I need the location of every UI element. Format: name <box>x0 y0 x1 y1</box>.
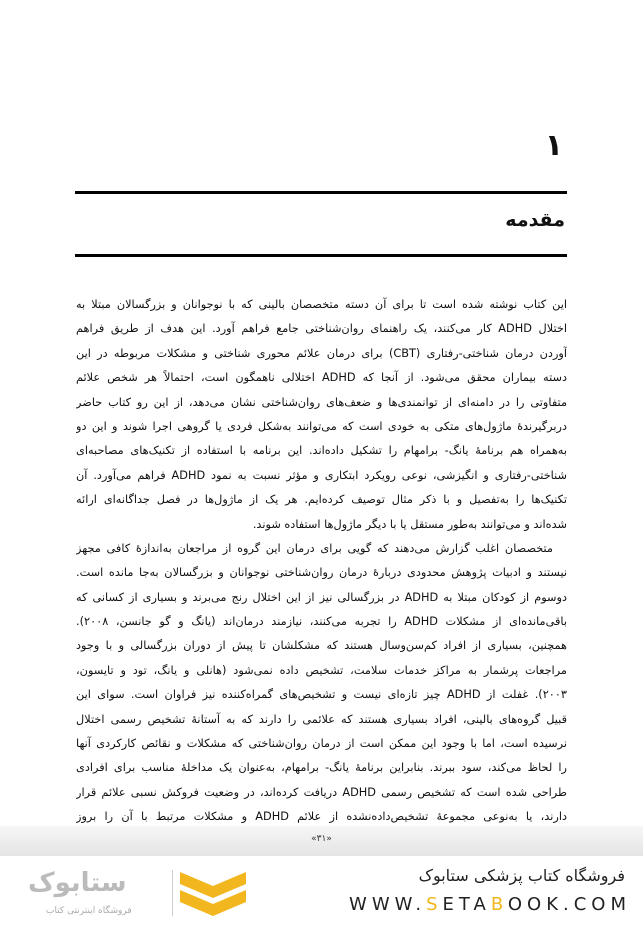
text-line: طراحی شده است که تشخیص رسمی ADHD دریافت کرده‌اند، در وضعیت فروکش نسبی علائم قرار <box>76 785 567 799</box>
chapter-number: ۱ <box>544 128 563 163</box>
text-line: مراجعات پرشمار به مراکز خدمات سلامت، تشخیص داده نمی‌شود (هانلی و یانگ، تود و تایسون، <box>76 663 567 677</box>
text-line: قبیل گروه‌های بالینی، افراد بسیاری هستند که علائمی را دارند که به آستانهٔ تشخیص رسمی اختلال <box>76 712 567 726</box>
shop-url[interactable] <box>349 894 631 915</box>
text-line: تکنیک‌ها را به‌تفصیل و با ذکر مثال توصیف کرده‌ایم. هر یک از ماژول‌ها در فصل جداگانه‌ای ارائه <box>76 493 567 507</box>
text-line: باقی‌مانده‌ای از مشکلات ADHD را تجربه می‌کنند، نیازمند درمان‌اند (یانگ و گو جانسن، ۲۰۰۸). <box>76 615 567 629</box>
store-banner <box>0 856 643 926</box>
text-line: به‌همراه هم برنامهٔ یانگ- برامهام را تشکیل داده‌اند. این برنامه با استفاده از تکنیک‌های مصاحبه‌ای <box>76 444 567 458</box>
logo-subtitle: فروشگاه اینترنتی کتاب <box>46 906 132 916</box>
shop-name: فروشگاه کتاب پزشکی ستابوک <box>418 866 625 885</box>
text-line: دوسوم از کودکان مبتلا به ADHD در بزرگسالی نیز از این اختلال رنج می‌برند و بسیاری از کسانی که <box>76 590 567 604</box>
page-number: «۳۱» <box>311 834 332 844</box>
url-part: B <box>490 894 508 915</box>
url-part: S <box>426 894 443 915</box>
logo-divider <box>172 870 173 916</box>
text-line: نرسیده است، اما با وجود این ممکن است از درمان روان‌شناختی که مشکلات و نقائص کارکردی آنها <box>76 737 567 751</box>
chapter-title: مقدمه <box>505 209 565 231</box>
bottom-rule <box>75 254 567 257</box>
url-part: ETA <box>442 894 491 915</box>
text-line: متخصصان اغلب گزارش می‌دهند که گویی برای درمان این گروه از مراجعان به‌اندازهٔ کافی مجهز <box>76 541 553 555</box>
text-line: شناختی-رفتاری و انگیزشی، نوعی رویکرد ابتکاری و مؤثر نسبت به نمود ADHD فراهم می‌آورد. آن <box>76 468 567 482</box>
text-line: ۲۰۰۳). غفلت از ADHD چیز تازه‌ای نیست و تشخیص‌های گمراه‌کننده نیز فراوان است. سوای این <box>76 688 567 702</box>
text-line: این کتاب نوشته شده است تا برای آن دسته متخصصان بالینی که با نوجوانان و بزرگسالان مبتلا به <box>76 298 567 311</box>
text-line: شده‌اند و می‌توانند به‌طور مستقل یا با دیگر ماژول‌ها استفاده شوند. <box>252 517 567 531</box>
body-text <box>76 293 567 830</box>
url-part: WWW. <box>349 894 427 915</box>
logo-chevron-icon <box>180 868 246 918</box>
text-line: دربرگیرندهٔ ماژول‌های متکی به خودی است که می‌توانند به‌شکل فردی یا گروهی اجرا شوند و این دو <box>76 419 567 433</box>
text-line: نیستند و ادبیات پژوهش محدودی دربارهٔ درمان روان‌شناختی نوجوانان و بزرگسالان به‌جا مانده است. <box>76 566 567 580</box>
text-line: اختلال ADHD کار می‌کنند، یک راهنمای روان‌شناختی جامع فراهم آورد. این هدف از طریق فراهم <box>76 322 567 336</box>
logo-text: ستابوک <box>28 868 127 898</box>
text-line: آوردن درمان شناختی-رفتاری (CBT) برای درمان علائم محوری شناختی و مشکلات مربوطه در این <box>76 346 567 360</box>
url-part: OOK.COM <box>507 894 631 915</box>
text-line: همچنین، بسیاری از افراد کم‌سن‌وسال هستند که مشکلشان تا پیش از دوران بزرگسالی و با وجود <box>76 639 567 653</box>
text-line: دسته بیماران محقق می‌شود. از آنجا که ADHD اختلالی ناهمگون است، احتمالاً هر شخص علائم <box>76 371 567 385</box>
text-line: متفاوتی را در دامنه‌ای از توانمندی‌ها و ضعف‌های روان‌شناختی نشان می‌دهد، از این رو کتاب حاضر <box>76 395 567 409</box>
text-line: دارند، یا به‌نوعی مجموعهٔ تشخیص‌داده‌نشده از علائم ADHD و مشکلات مرتبط با آن را بروز <box>76 810 567 824</box>
top-rule <box>75 191 567 194</box>
text-line: را لحاظ می‌کند، سود ببرند. بنابراین برنامهٔ یانگ- برامهام، به‌عنوان یک مداخلهٔ مناسب برای افرادی <box>76 761 567 775</box>
